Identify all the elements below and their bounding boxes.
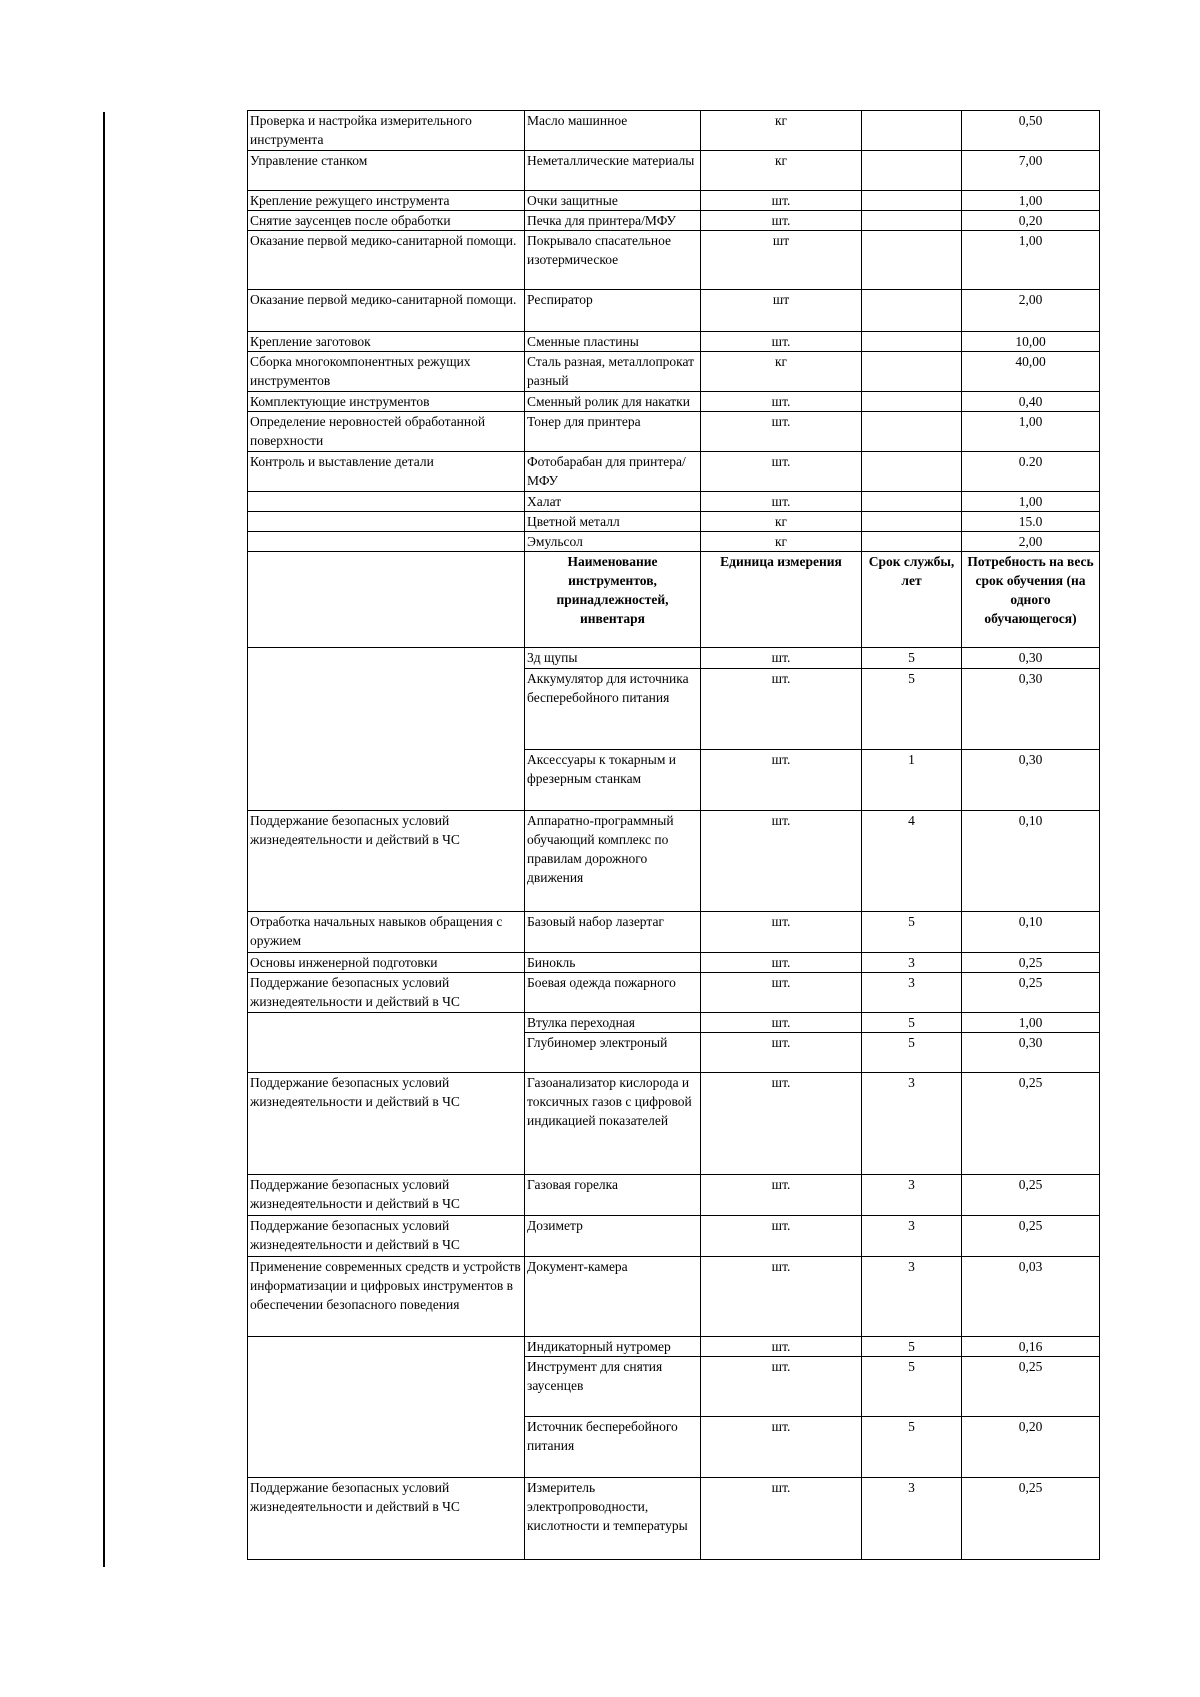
life-cell: 5 bbox=[862, 648, 962, 669]
unit-cell: шт. bbox=[701, 492, 862, 512]
table-row bbox=[248, 191, 1100, 211]
item-cell: Цветной металл bbox=[525, 512, 701, 532]
table-row bbox=[248, 1257, 1100, 1337]
item-cell: Документ-камера bbox=[525, 1257, 701, 1337]
item-cell: Бинокль bbox=[525, 953, 701, 973]
life-cell bbox=[862, 512, 962, 532]
item-cell: Источник бесперебойного питания bbox=[525, 1417, 701, 1478]
unit-cell: шт. bbox=[701, 1073, 862, 1175]
need-cell: 7,00 bbox=[962, 151, 1100, 191]
need-cell: 1,00 bbox=[962, 492, 1100, 512]
need-cell: 0,25 bbox=[962, 1175, 1100, 1216]
life-cell: 5 bbox=[862, 1337, 962, 1357]
item-cell: Покрывало спасательное изотермическое bbox=[525, 231, 701, 290]
life-cell: 3 bbox=[862, 973, 962, 1013]
activity-cell: Крепление режущего инструмента bbox=[248, 191, 525, 211]
unit-cell: шт. bbox=[701, 412, 862, 452]
header-activity bbox=[248, 552, 525, 648]
table-row bbox=[248, 231, 1100, 290]
need-cell: 0,30 bbox=[962, 750, 1100, 811]
header-unit: Единица измерения bbox=[701, 552, 862, 648]
life-cell bbox=[862, 392, 962, 412]
table-row bbox=[248, 973, 1100, 1013]
table-row bbox=[248, 332, 1100, 352]
need-cell: 0,16 bbox=[962, 1337, 1100, 1357]
table-row bbox=[248, 1073, 1100, 1175]
table-row bbox=[248, 1175, 1100, 1216]
life-cell bbox=[862, 352, 962, 392]
life-cell: 3 bbox=[862, 1216, 962, 1257]
activity-cell: Управление станком bbox=[248, 151, 525, 191]
item-cell: Втулка переходная bbox=[525, 1013, 701, 1033]
activity-cell bbox=[248, 648, 525, 811]
unit-cell: кг bbox=[701, 512, 862, 532]
unit-cell: шт. bbox=[701, 1013, 862, 1033]
item-cell: Неметаллические материалы bbox=[525, 151, 701, 191]
need-cell: 0,40 bbox=[962, 392, 1100, 412]
need-cell: 0,25 bbox=[962, 953, 1100, 973]
unit-cell: шт. bbox=[701, 392, 862, 412]
need-cell: 0,25 bbox=[962, 1216, 1100, 1257]
table-header-row bbox=[248, 552, 1100, 648]
table-row bbox=[248, 1013, 1100, 1033]
life-cell: 5 bbox=[862, 1417, 962, 1478]
item-cell: Боевая одежда пожарного bbox=[525, 973, 701, 1013]
life-cell: 5 bbox=[862, 912, 962, 953]
life-cell bbox=[862, 290, 962, 332]
activity-cell: Контроль и выставление детали bbox=[248, 452, 525, 492]
item-cell: Базовый набор лазертаг bbox=[525, 912, 701, 953]
need-cell: 0,10 bbox=[962, 912, 1100, 953]
need-cell: 0.20 bbox=[962, 452, 1100, 492]
table-row bbox=[248, 452, 1100, 492]
need-cell: 1,00 bbox=[962, 231, 1100, 290]
need-cell: 0,20 bbox=[962, 1417, 1100, 1478]
table-row bbox=[248, 1216, 1100, 1257]
unit-cell: кг bbox=[701, 532, 862, 552]
item-cell: Газоанализатор кислорода и токсичных газов с цифровой индикацией показателей bbox=[525, 1073, 701, 1175]
activity-cell bbox=[248, 1337, 525, 1478]
item-cell: Очки защитные bbox=[525, 191, 701, 211]
need-cell: 0,30 bbox=[962, 1033, 1100, 1073]
unit-cell: шт. bbox=[701, 211, 862, 231]
item-cell: Респиратор bbox=[525, 290, 701, 332]
life-cell bbox=[862, 231, 962, 290]
unit-cell: шт. bbox=[701, 191, 862, 211]
life-cell bbox=[862, 452, 962, 492]
table-row bbox=[248, 492, 1100, 512]
life-cell: 5 bbox=[862, 1033, 962, 1073]
unit-cell: шт. bbox=[701, 452, 862, 492]
need-cell: 0,20 bbox=[962, 211, 1100, 231]
margin-line bbox=[103, 112, 105, 1567]
unit-cell: шт. bbox=[701, 1033, 862, 1073]
activity-cell: Определение неровностей обработанной поверхности bbox=[248, 412, 525, 452]
need-cell: 1,00 bbox=[962, 1013, 1100, 1033]
unit-cell: шт. bbox=[701, 1417, 862, 1478]
life-cell bbox=[862, 332, 962, 352]
unit-cell: шт. bbox=[701, 1175, 862, 1216]
item-cell: Индикаторный нутромер bbox=[525, 1337, 701, 1357]
table-row bbox=[248, 151, 1100, 191]
table-row bbox=[248, 111, 1100, 151]
item-cell: Сменные пластины bbox=[525, 332, 701, 352]
need-cell: 0,10 bbox=[962, 811, 1100, 912]
activity-cell: Применение современных средств и устройств информатизации и цифровых инструментов в обеспечении безопасного поведения bbox=[248, 1257, 525, 1337]
item-cell: 3д щупы bbox=[525, 648, 701, 669]
need-cell: 0,50 bbox=[962, 111, 1100, 151]
activity-cell: Поддержание безопасных условий жизнедеятельности и действий в ЧС bbox=[248, 1073, 525, 1175]
table-row bbox=[248, 412, 1100, 452]
life-cell: 4 bbox=[862, 811, 962, 912]
unit-cell: шт. bbox=[701, 648, 862, 669]
activity-cell: Проверка и настройка измерительного инструмента bbox=[248, 111, 525, 151]
item-cell: Измеритель электропроводности, кислотности и температуры bbox=[525, 1478, 701, 1560]
activity-cell: Снятие заусенцев после обработки bbox=[248, 211, 525, 231]
resources-table bbox=[247, 110, 1100, 1560]
activity-cell: Основы инженерной подготовки bbox=[248, 953, 525, 973]
activity-cell: Поддержание безопасных условий жизнедеятельности и действий в ЧС bbox=[248, 1216, 525, 1257]
unit-cell: кг bbox=[701, 111, 862, 151]
unit-cell: шт. bbox=[701, 811, 862, 912]
life-cell: 5 bbox=[862, 669, 962, 750]
need-cell: 2,00 bbox=[962, 290, 1100, 332]
unit-cell: шт. bbox=[701, 973, 862, 1013]
item-cell: Халат bbox=[525, 492, 701, 512]
unit-cell: шт. bbox=[701, 912, 862, 953]
header-need: Потребность на весь срок обучения (на одного обучающегося) bbox=[962, 552, 1100, 648]
activity-cell: Поддержание безопасных условий жизнедеятельности и действий в ЧС bbox=[248, 1478, 525, 1560]
need-cell: 0,25 bbox=[962, 1357, 1100, 1417]
unit-cell: кг bbox=[701, 352, 862, 392]
life-cell bbox=[862, 492, 962, 512]
life-cell bbox=[862, 111, 962, 151]
life-cell bbox=[862, 412, 962, 452]
life-cell: 1 bbox=[862, 750, 962, 811]
table-row bbox=[248, 290, 1100, 332]
life-cell: 3 bbox=[862, 1257, 962, 1337]
table-row bbox=[248, 953, 1100, 973]
need-cell: 2,00 bbox=[962, 532, 1100, 552]
need-cell: 0,30 bbox=[962, 669, 1100, 750]
unit-cell: шт. bbox=[701, 1257, 862, 1337]
activity-cell: Крепление заготовок bbox=[248, 332, 525, 352]
unit-cell: кг bbox=[701, 151, 862, 191]
table-row bbox=[248, 1337, 1100, 1357]
item-cell: Тонер для принтера bbox=[525, 412, 701, 452]
need-cell: 0,25 bbox=[962, 1478, 1100, 1560]
table-row bbox=[248, 512, 1100, 532]
unit-cell: шт. bbox=[701, 1337, 862, 1357]
item-cell: Аппаратно-программный обучающий комплекс по правилам дорожного движения bbox=[525, 811, 701, 912]
activity-cell: Отработка начальных навыков обращения с оружием bbox=[248, 912, 525, 953]
item-cell: Печка для принтера/МФУ bbox=[525, 211, 701, 231]
item-cell: Глубиномер электроный bbox=[525, 1033, 701, 1073]
life-cell: 3 bbox=[862, 1175, 962, 1216]
need-cell: 0,30 bbox=[962, 648, 1100, 669]
activity-cell bbox=[248, 1013, 525, 1073]
life-cell: 5 bbox=[862, 1013, 962, 1033]
unit-cell: шт. bbox=[701, 332, 862, 352]
need-cell: 0,25 bbox=[962, 973, 1100, 1013]
table-row bbox=[248, 1478, 1100, 1560]
life-cell bbox=[862, 151, 962, 191]
item-cell: Инструмент для снятия заусенцев bbox=[525, 1357, 701, 1417]
life-cell: 3 bbox=[862, 953, 962, 973]
item-cell: Сталь разная, металлопрокат разный bbox=[525, 352, 701, 392]
life-cell bbox=[862, 532, 962, 552]
unit-cell: шт bbox=[701, 290, 862, 332]
need-cell: 0,25 bbox=[962, 1073, 1100, 1175]
life-cell: 3 bbox=[862, 1478, 962, 1560]
unit-cell: шт. bbox=[701, 750, 862, 811]
life-cell bbox=[862, 191, 962, 211]
need-cell: 1,00 bbox=[962, 191, 1100, 211]
item-cell: Газовая горелка bbox=[525, 1175, 701, 1216]
life-cell: 3 bbox=[862, 1073, 962, 1175]
activity-cell: Поддержание безопасных условий жизнедеятельности и действий в ЧС bbox=[248, 1175, 525, 1216]
unit-cell: шт. bbox=[701, 953, 862, 973]
table-row bbox=[248, 392, 1100, 412]
item-cell: Фотобарабан для принтера/ МФУ bbox=[525, 452, 701, 492]
item-cell: Дозиметр bbox=[525, 1216, 701, 1257]
need-cell: 40,00 bbox=[962, 352, 1100, 392]
table-row bbox=[248, 352, 1100, 392]
activity-cell: Оказание первой медико-санитарной помощи. bbox=[248, 290, 525, 332]
activity-cell: Оказание первой медико-санитарной помощи. bbox=[248, 231, 525, 290]
header-life: Срок службы, лет bbox=[862, 552, 962, 648]
activity-cell: Поддержание безопасных условий жизнедеятельности и действий в ЧС bbox=[248, 973, 525, 1013]
need-cell: 15.0 bbox=[962, 512, 1100, 532]
need-cell: 10,00 bbox=[962, 332, 1100, 352]
activity-cell bbox=[248, 512, 525, 532]
item-cell: Аксессуары к токарным и фрезерным станкам bbox=[525, 750, 701, 811]
activity-cell bbox=[248, 532, 525, 552]
activity-cell: Сборка многокомпонентных режущих инструментов bbox=[248, 352, 525, 392]
need-cell: 1,00 bbox=[962, 412, 1100, 452]
table-row bbox=[248, 912, 1100, 953]
unit-cell: шт. bbox=[701, 669, 862, 750]
need-cell: 0,03 bbox=[962, 1257, 1100, 1337]
activity-cell bbox=[248, 492, 525, 512]
unit-cell: шт bbox=[701, 231, 862, 290]
life-cell bbox=[862, 211, 962, 231]
activity-cell: Комплектующие инструментов bbox=[248, 392, 525, 412]
header-item: Наименование инструментов, принадлежностей, инвентаря bbox=[525, 552, 701, 648]
unit-cell: шт. bbox=[701, 1216, 862, 1257]
table-row bbox=[248, 648, 1100, 669]
table-row bbox=[248, 211, 1100, 231]
life-cell: 5 bbox=[862, 1357, 962, 1417]
table-row bbox=[248, 811, 1100, 912]
table-row bbox=[248, 532, 1100, 552]
unit-cell: шт. bbox=[701, 1478, 862, 1560]
item-cell: Эмульсол bbox=[525, 532, 701, 552]
unit-cell: шт. bbox=[701, 1357, 862, 1417]
item-cell: Сменный ролик для накатки bbox=[525, 392, 701, 412]
activity-cell: Поддержание безопасных условий жизнедеятельности и действий в ЧС bbox=[248, 811, 525, 912]
item-cell: Масло машинное bbox=[525, 111, 701, 151]
item-cell: Аккумулятор для источника бесперебойного питания bbox=[525, 669, 701, 750]
